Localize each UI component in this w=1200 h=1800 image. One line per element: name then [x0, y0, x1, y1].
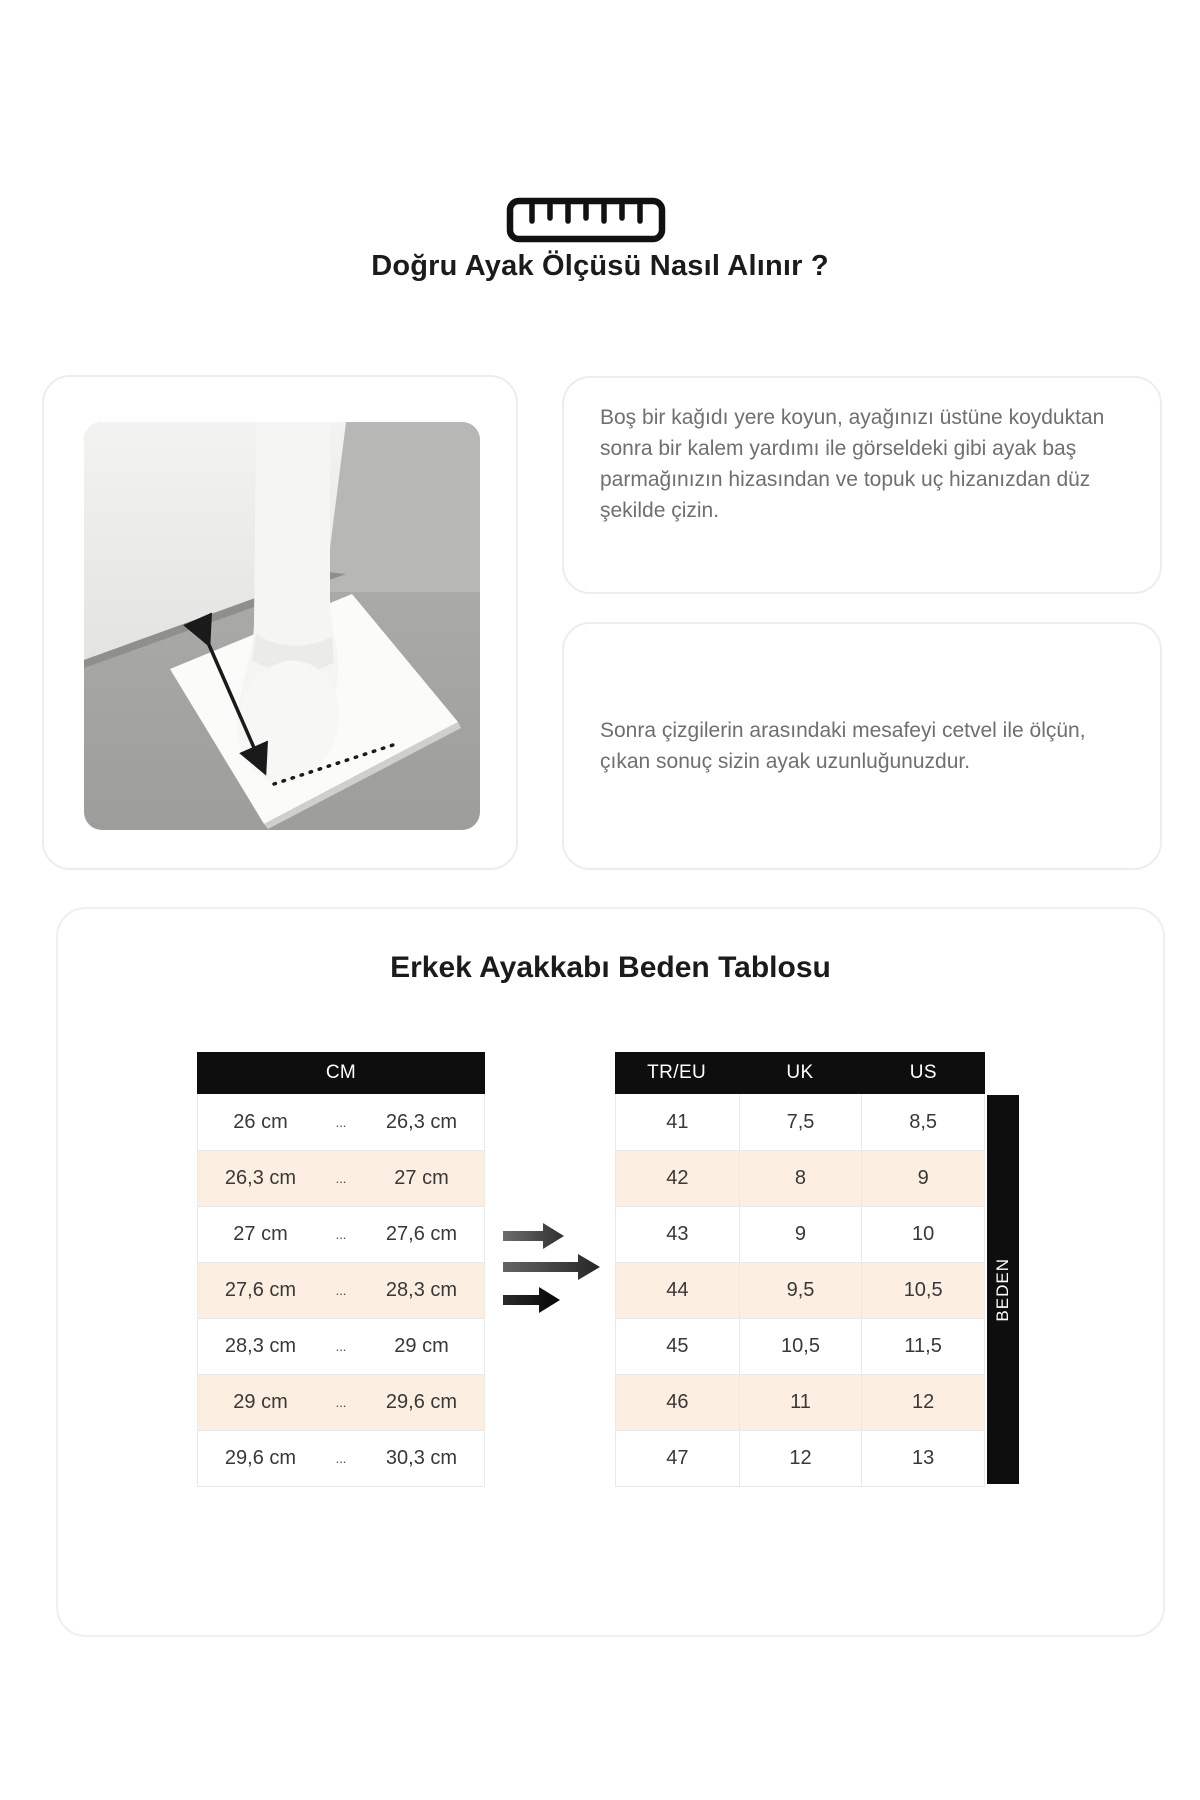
international-size-table — [615, 1052, 985, 1487]
cm-table — [197, 1052, 485, 1487]
instruction-text-measure: Sonra çizgilerin arasındaki mesafeyi cetvel ile ölçün, çıkan sonuç sizin ayak uzunluğunuzdur. — [600, 719, 1086, 773]
foot-measure-photo — [84, 422, 480, 830]
table-row: 41 7,5 8,5 — [616, 1094, 984, 1150]
beden-side-label: BEDEN — [987, 1095, 1019, 1484]
foot-measure-card — [42, 375, 518, 870]
table-row: 43 9 10 — [616, 1206, 984, 1262]
cm-table-body — [197, 1094, 485, 1487]
table-row: 26 cm ... 26,3 cm — [198, 1094, 484, 1150]
instruction-text-draw: Boş bir kağıdı yere koyun, ayağınızı üstüne koyduktan sonra bir kalem yardımı ile görseldeki gibi ayak baş parmağınızın hizasından ve topuk uç hizanızdan düz şekilde çizin. — [600, 406, 1105, 522]
table-row: 44 9,5 10,5 — [616, 1262, 984, 1318]
table-row: 46 11 12 — [616, 1374, 984, 1430]
ruler-icon — [506, 196, 666, 244]
triple-arrow-right-icon — [498, 1214, 610, 1322]
instruction-box-measure — [562, 622, 1162, 870]
table-row: 29,6 cm ... 30,3 cm — [198, 1430, 484, 1486]
international-size-table-body — [615, 1094, 985, 1487]
table-row: 45 10,5 11,5 — [616, 1318, 984, 1374]
table-row: 26,3 cm ... 27 cm — [198, 1150, 484, 1206]
table-row: 47 12 13 — [616, 1430, 984, 1486]
page-title: Doğru Ayak Ölçüsü Nasıl Alınır ? — [371, 250, 829, 282]
table-row: 27 cm ... 27,6 cm — [198, 1206, 484, 1262]
table-row: 28,3 cm ... 29 cm — [198, 1318, 484, 1374]
size-chart-card — [56, 907, 1165, 1637]
instruction-box-draw — [562, 376, 1162, 594]
table-row: 29 cm ... 29,6 cm — [198, 1374, 484, 1430]
international-size-table-header: TR/EU UK US — [615, 1052, 985, 1094]
table-row: 27,6 cm ... 28,3 cm — [198, 1262, 484, 1318]
size-chart-title: Erkek Ayakkabı Beden Tablosu — [390, 951, 831, 984]
table-row: 42 8 9 — [616, 1150, 984, 1206]
cm-table-header: CM — [197, 1052, 485, 1094]
